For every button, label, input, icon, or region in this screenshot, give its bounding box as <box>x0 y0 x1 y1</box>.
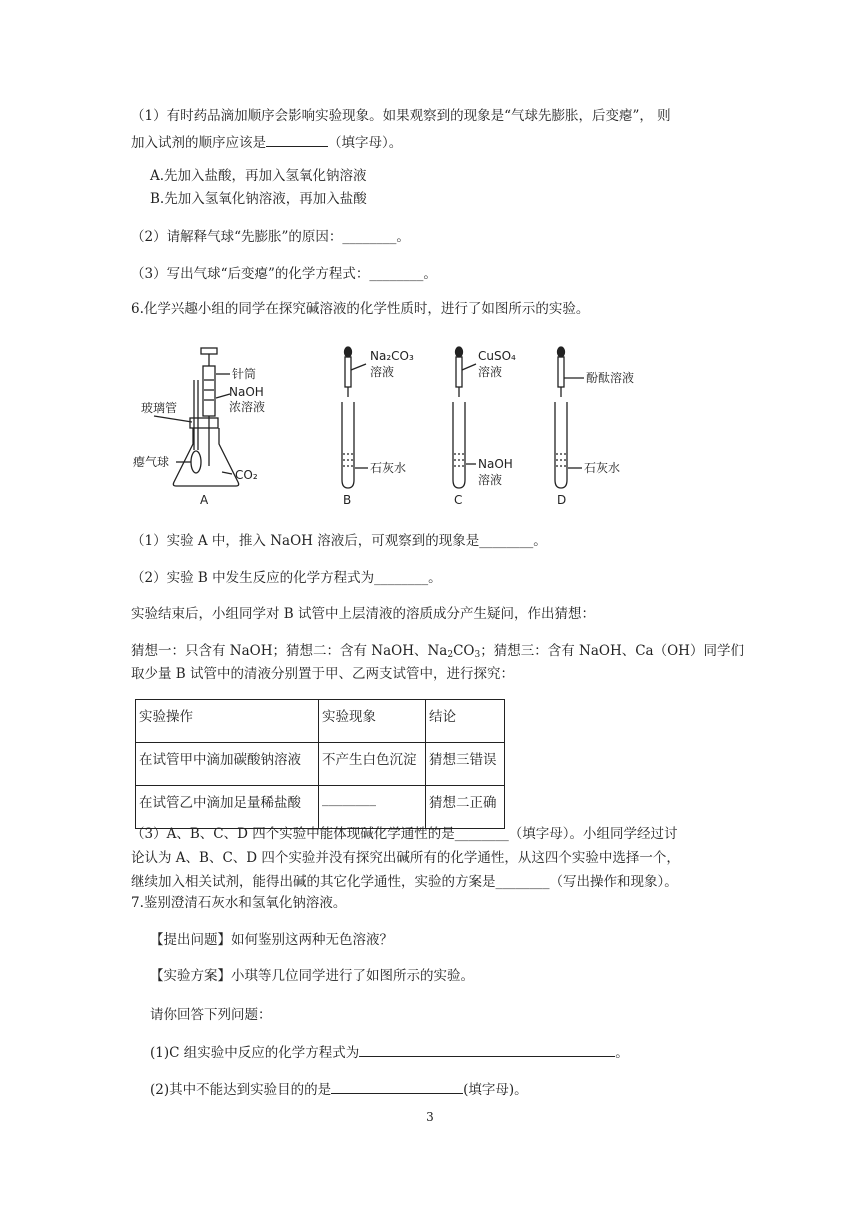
apparatus-d <box>555 347 584 488</box>
q7-part2-end: (填字母)。 <box>463 1082 528 1098</box>
experiment-figure <box>0 340 860 510</box>
q5-option-a: A.先加入盐酸，再加入氢氧化钠溶液 <box>150 168 367 184</box>
q6-part1: （1）实验 A 中，推入 NaOH 溶液后，可观察到的现象是________。 <box>131 533 547 549</box>
q6-guess-line1 <box>131 641 744 665</box>
q7-part1-end: 。 <box>615 1045 629 1061</box>
q6-guess-line2: 取少量 B 试管中的清液分别置于甲、乙两支试管中，进行探究： <box>131 666 515 682</box>
q5-part2: （2）请解释气球“先膨胀”的原因：________。 <box>131 229 410 245</box>
table-row <box>136 786 505 829</box>
label-concentrated: 浓溶液 <box>229 400 266 414</box>
subscript: 2 <box>447 650 454 660</box>
caption-d: D <box>557 493 567 507</box>
q7-part1 <box>150 1042 629 1063</box>
q7-part2-text: (2)其中不能达到实验目的的是 <box>150 1082 332 1098</box>
subscript: 3 <box>474 650 481 660</box>
q5-part1-text: 加入试剂的顺序应该是 <box>131 135 266 151</box>
table-cell: 不产生白色沉淀 <box>319 743 426 786</box>
syringe-barrel <box>203 366 215 416</box>
table-cell: 猜想二正确 <box>426 786 505 829</box>
dropper-bulb <box>345 347 352 357</box>
apparatus-c <box>453 347 476 488</box>
q5-part3: （3）写出气球“后变瘪”的化学方程式：________。 <box>131 266 437 282</box>
apparatus-b <box>342 347 368 488</box>
label-naoh: NaOH <box>229 385 264 399</box>
q7-question: 【提出问题】如何鉴别这两种无色溶液？ <box>150 932 393 948</box>
q7-part1-text: (1)C 组实验中反应的化学方程式为 <box>150 1045 360 1061</box>
test-tube <box>342 402 354 488</box>
label-cuso4: CuSO₄ <box>478 349 516 363</box>
q6-part2: （2）实验 B 中发生反应的化学方程式为________。 <box>131 570 442 586</box>
answer-blank[interactable] <box>331 1079 463 1094</box>
label-glass-tube: 玻璃管 <box>141 401 178 415</box>
q7-plan: 【实验方案】小琪等几位同学进行了如图所示的实验。 <box>150 968 474 984</box>
table-header: 实验操作 <box>136 700 319 743</box>
deflated-balloon <box>191 451 201 473</box>
q6-part3-line3: 继续加入相关试剂，能得出碱的其它化学通性，实验的方案是________（写出操作和现象）。 <box>131 874 678 890</box>
guess-text-c: ；猜想三：含有 NaOH、Ca（OH）同学们 <box>480 643 744 659</box>
label-limewater-d: 石灰水 <box>584 461 621 475</box>
q6-part3-line2: 论认为 A、B、C、D 四个实验并没有探究出碱所有的化学通性，从这四个实验中选择一个， <box>131 850 680 866</box>
q6-part3-line1: （3）A、B、C、D 四个实验中能体现碱化学通性的是________（填字母）。小组同学经过讨 <box>131 826 678 842</box>
label-solution-c: 溶液 <box>478 365 503 379</box>
q7-part2 <box>150 1079 528 1100</box>
answer-blank[interactable] <box>266 132 328 147</box>
table-header: 实验现象 <box>319 700 426 743</box>
syringe-plunger-cap <box>201 348 217 354</box>
label-syringe: 针筒 <box>232 367 257 381</box>
conical-flask <box>173 428 238 486</box>
table-cell: 在试管乙中滴加足量稀盐酸 <box>136 786 319 829</box>
q5-part1-line1: （1）有时药品滴加顺序会影响实验现象。如果观察到的现象是“气球先膨胀，后变瘪”， 则 <box>131 108 671 124</box>
label-balloon: 瘪气球 <box>133 455 170 469</box>
table-cell[interactable]: ________ <box>319 786 426 829</box>
q6-intro: 6.化学兴趣小组的同学在探究碱溶液的化学性质时，进行了如图所示的实验。 <box>131 301 590 317</box>
label-phenolphthalein: 酚酞溶液 <box>586 371 635 385</box>
table-cell: 在试管甲中滴加碳酸钠溶液 <box>136 743 319 786</box>
table-header-row <box>136 700 505 743</box>
caption-a: A <box>200 493 209 507</box>
table-header: 结论 <box>426 700 505 743</box>
table-row <box>136 743 505 786</box>
caption-b: B <box>343 493 352 507</box>
q6-after: 实验结束后，小组同学对 B 试管中上层清液的溶质成分产生疑问，作出猜想： <box>131 606 596 622</box>
page-number: 3 <box>426 1110 434 1124</box>
caption-c: C <box>454 493 463 507</box>
label-na2co3: Na₂CO₃ <box>370 349 414 363</box>
guess-text-a: 猜想一：只含有 NaOH；猜想二：含有 NaOH、Na <box>131 643 448 659</box>
answer-blank[interactable] <box>359 1042 615 1057</box>
label-solution: 溶液 <box>370 365 395 379</box>
q7-intro: 7.鉴别澄清石灰水和氢氧化钠溶液。 <box>131 895 347 911</box>
q5-part1-hint: （填字母）。 <box>328 135 403 151</box>
label-limewater: 石灰水 <box>370 461 407 475</box>
q5-option-b: B.先加入氢氧化钠溶液，再加入盐酸 <box>150 191 367 207</box>
label-co2: CO₂ <box>235 468 258 482</box>
q5-part1-line2 <box>131 132 402 153</box>
guess-text-b: CO <box>453 643 475 659</box>
label-naoh-solution-c: 溶液 <box>478 473 503 487</box>
label-naoh-c: NaOH <box>478 457 513 471</box>
experiment-table <box>135 699 505 829</box>
q7-answer-prompt: 请你回答下列问题： <box>150 1007 272 1023</box>
table-cell: 猜想三错误 <box>426 743 505 786</box>
